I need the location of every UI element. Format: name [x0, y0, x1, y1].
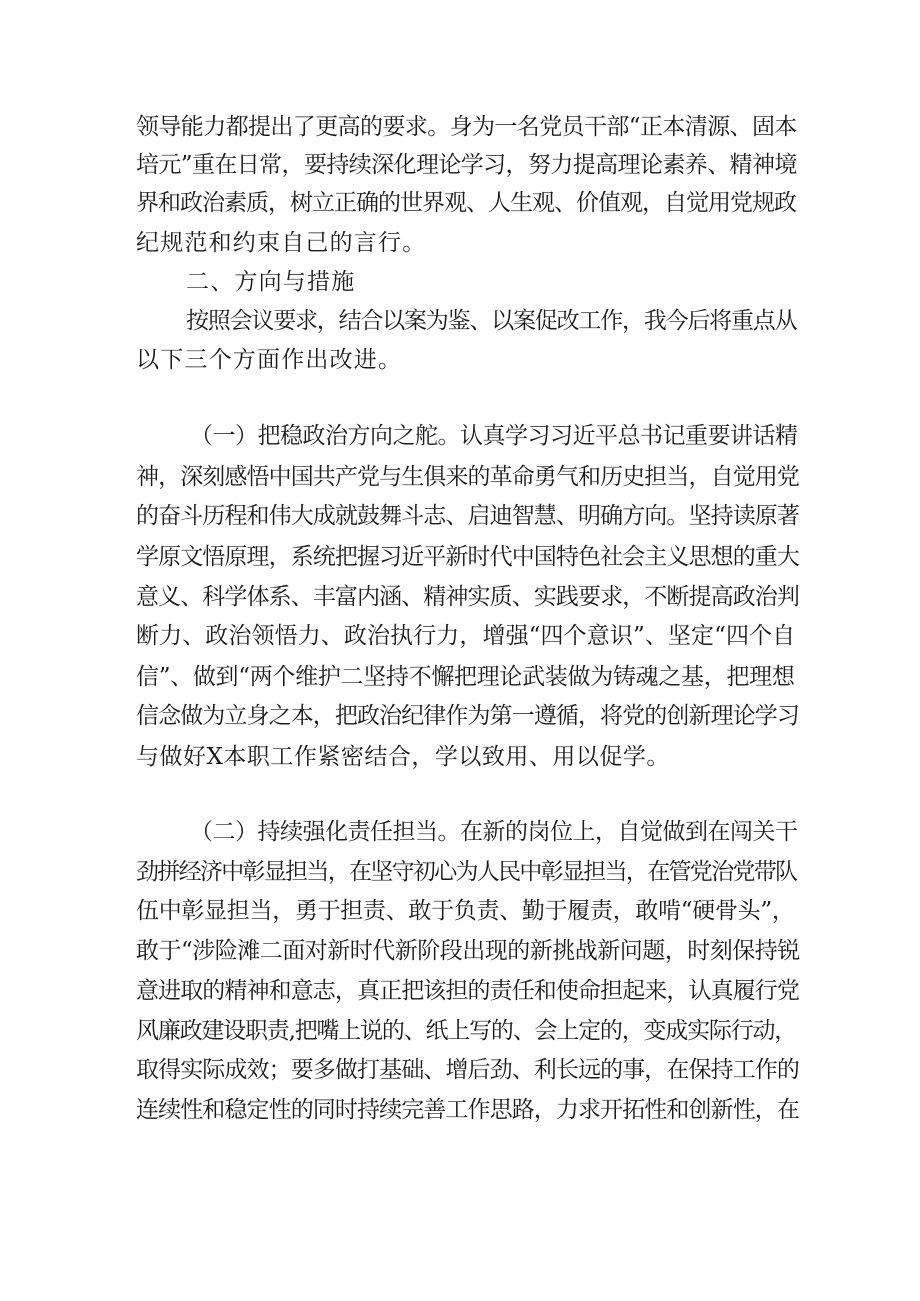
paragraph-line: （二）持续强化责任担当。在新的岗位上，自觉做到在闯关干 — [190, 819, 798, 845]
paragraph-line: 意义、科学体系、丰富内涵、精神实质、实践要求，不断提高政治判 — [136, 584, 800, 610]
paragraph-line: 劲拼经济中彰显担当，在坚守初心为人民中彰显担当，在管党治党带队 — [136, 859, 797, 885]
paragraph-line: 培元”重在日常，要持续深化理论学习，努力提高理论素养、精神境 — [136, 152, 797, 178]
paragraph-line: 风廉政建设职责,把嘴上说的、纸上写的、会上定的，变成实际行动， — [136, 1018, 797, 1044]
paragraph-line: 连续性和稳定性的同时持续完善工作思路，力求开拓性和创新性，在 — [136, 1097, 800, 1123]
paragraph-line: 纪规范和约束自己的言行。 — [136, 230, 427, 256]
paragraph-line: 取得实际成效；要多做打基础、增后劲、利长远的事，在保持工作的 — [136, 1057, 800, 1083]
paragraph-line: 以下三个方面作出改进。 — [136, 347, 403, 373]
paragraph-line: 界和政治素质，树立正确的世界观、人生观、价值观，自觉用党规政 — [136, 190, 796, 216]
paragraph-line: 的奋斗历程和伟大成就鼓舞斗志、启迪智慧、明确方向。坚持读原著 — [136, 503, 800, 529]
paragraph-line: 神，深刻感悟中国共产党与生俱来的革命勇气和历史担当，自觉用党 — [136, 464, 800, 490]
paragraph-line: 学原文悟原理，系统把握习近平新时代中国特色社会主义思想的重大 — [136, 544, 800, 570]
paragraph-line: 与做好X本职工作紧密结合，学以致用、用以促学。 — [136, 744, 670, 770]
paragraph-line: 信”、做到“两个维护二坚持不懈把理论武装做为铸魂之基，把理想 — [136, 664, 795, 690]
paragraph-line: 敢于“涉险滩二面对新时代新阶段出现的新挑战新问题，时刻保持锐 — [136, 938, 800, 964]
section-heading: 二、方向与措施 — [186, 269, 356, 295]
paragraph-line: 按照会议要求，结合以案为鉴、以案促改工作，我今后将重点从 — [186, 308, 797, 334]
paragraph-line: 伍中彰显担当，勇于担责、敢于负责、勤于履责，敢啃“硬骨头”， — [136, 898, 795, 924]
paragraph-line: 意进取的精神和意志，真正把该担的责任和使命担起来，认真履行党 — [136, 978, 800, 1004]
paragraph-line: （一）把稳政治方向之舵。认真学习习近平总书记重要讲话精 — [190, 423, 798, 449]
paragraph-line: 领导能力都提出了更高的要求。身为一名党员干部“正本清源、固本 — [136, 114, 797, 140]
paragraph-line: 信念做为立身之本，把政治纪律作为第一遵循，将党的创新理论学习 — [136, 703, 800, 729]
paragraph-line: 断力、政治领悟力、政治执行力，增强“四个意识”、坚定“四个自 — [136, 623, 796, 649]
